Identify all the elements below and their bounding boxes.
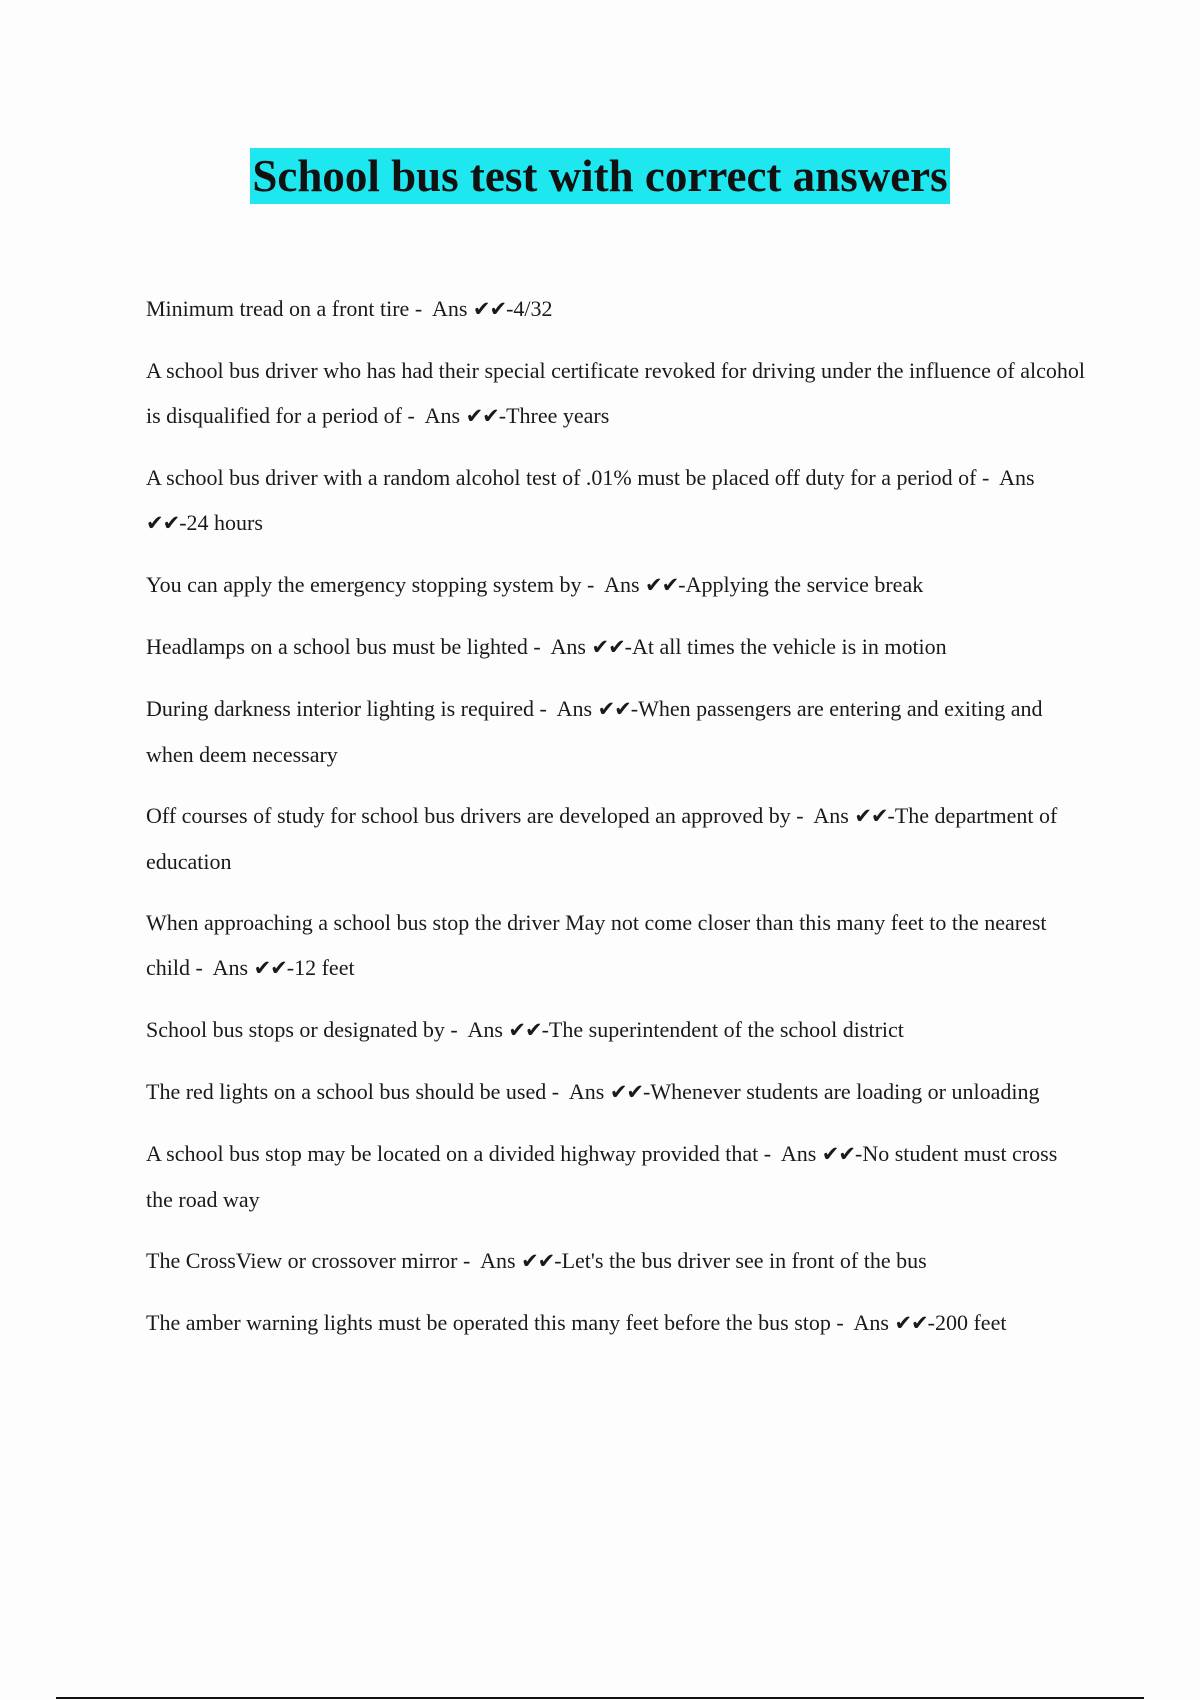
answer-text: -Applying the service break [678, 572, 924, 597]
answer-text: -12 feet [286, 955, 355, 980]
answer-text: -The superintendent of the school district [541, 1017, 904, 1042]
question-text: The CrossView or crossover mirror - [146, 1248, 471, 1273]
answer-prefix: Ans [999, 465, 1035, 490]
question-text: Minimum tread on a front tire - [146, 296, 423, 321]
question-text: A school bus driver with a random alcohol test of .01% must be placed off duty for a period of - [146, 465, 990, 490]
question-text: The red lights on a school bus should be used - [146, 1079, 560, 1104]
question-text: When approaching a school bus stop the driver May not come closer than this many feet to the nearest child - [146, 910, 1047, 980]
answer-text: -Three years [498, 403, 610, 428]
qa-list [146, 286, 1086, 1362]
question-text: Headlamps on a school bus must be lighted - [146, 634, 541, 659]
question-text: You can apply the emergency stopping system by - [146, 572, 595, 597]
double-check-icon: ✔✔ [591, 635, 625, 659]
answer-prefix: Ans [604, 572, 640, 597]
double-check-icon: ✔✔ [146, 511, 180, 535]
answer-prefix: Ans [424, 403, 461, 428]
answer-text: -No student must cross the road way [146, 1141, 1058, 1212]
qa-item [146, 624, 1086, 670]
qa-item [146, 562, 1086, 608]
double-check-icon: ✔✔ [521, 1249, 555, 1273]
answer-text: -At all times the vehicle is in motion [624, 634, 947, 659]
qa-item [146, 1007, 1086, 1053]
qa-item [146, 686, 1086, 777]
qa-item [146, 1238, 1086, 1284]
answer-prefix: Ans [568, 1079, 605, 1104]
double-check-icon: ✔✔ [821, 1142, 855, 1166]
double-check-icon: ✔✔ [894, 1311, 928, 1335]
qa-item [146, 1131, 1086, 1222]
title-container [0, 148, 1200, 204]
answer-text: -24 hours [179, 510, 263, 535]
qa-item [146, 348, 1086, 439]
answer-prefix: Ans [550, 634, 586, 659]
question-text: A school bus driver who has had their special certificate revoked for driving under the influence of alcohol is disqualified for a period of - [146, 358, 1085, 428]
answer-prefix: Ans [431, 296, 468, 321]
answer-text: -When passengers are entering and exiting and when deem necessary [146, 696, 1043, 767]
answer-text: -4/32 [506, 296, 553, 321]
double-check-icon: ✔✔ [508, 1018, 542, 1042]
double-check-icon: ✔✔ [609, 1080, 644, 1104]
footer-rule [56, 1697, 1144, 1699]
double-check-icon: ✔✔ [645, 573, 679, 597]
double-check-icon: ✔✔ [854, 804, 888, 828]
question-text: The amber warning lights must be operated this many feet before the bus stop - [146, 1310, 844, 1335]
answer-prefix: Ans [813, 803, 849, 828]
answer-prefix: Ans [212, 955, 249, 980]
answer-prefix: Ans [780, 1141, 817, 1166]
double-check-icon: ✔✔ [597, 697, 631, 721]
qa-item [146, 900, 1086, 991]
qa-item [146, 286, 1086, 332]
double-check-icon: ✔✔ [465, 404, 499, 428]
double-check-icon: ✔✔ [472, 297, 507, 321]
answer-prefix: Ans [853, 1310, 889, 1335]
answer-text: -Let's the bus driver see in front of the bus [554, 1248, 927, 1273]
qa-item [146, 793, 1086, 884]
qa-item [146, 455, 1086, 546]
qa-item [146, 1069, 1086, 1115]
question-text: A school bus stop may be located on a divided highway provided that - [146, 1141, 772, 1166]
answer-prefix: Ans [480, 1248, 516, 1273]
answer-text: -200 feet [927, 1310, 1007, 1335]
answer-text: -Whenever students are loading or unloading [643, 1079, 1040, 1104]
qa-item [146, 1300, 1086, 1346]
question-text: During darkness interior lighting is required - [146, 696, 547, 721]
answer-text: -The department of education [146, 803, 1058, 874]
double-check-icon: ✔✔ [253, 956, 287, 980]
question-text: School bus stops or designated by - [146, 1017, 458, 1042]
question-text: Off courses of study for school bus drivers are developed an approved by - [146, 803, 804, 828]
answer-prefix: Ans [467, 1017, 503, 1042]
answer-prefix: Ans [556, 696, 593, 721]
page-title: School bus test with correct answers [250, 148, 949, 204]
